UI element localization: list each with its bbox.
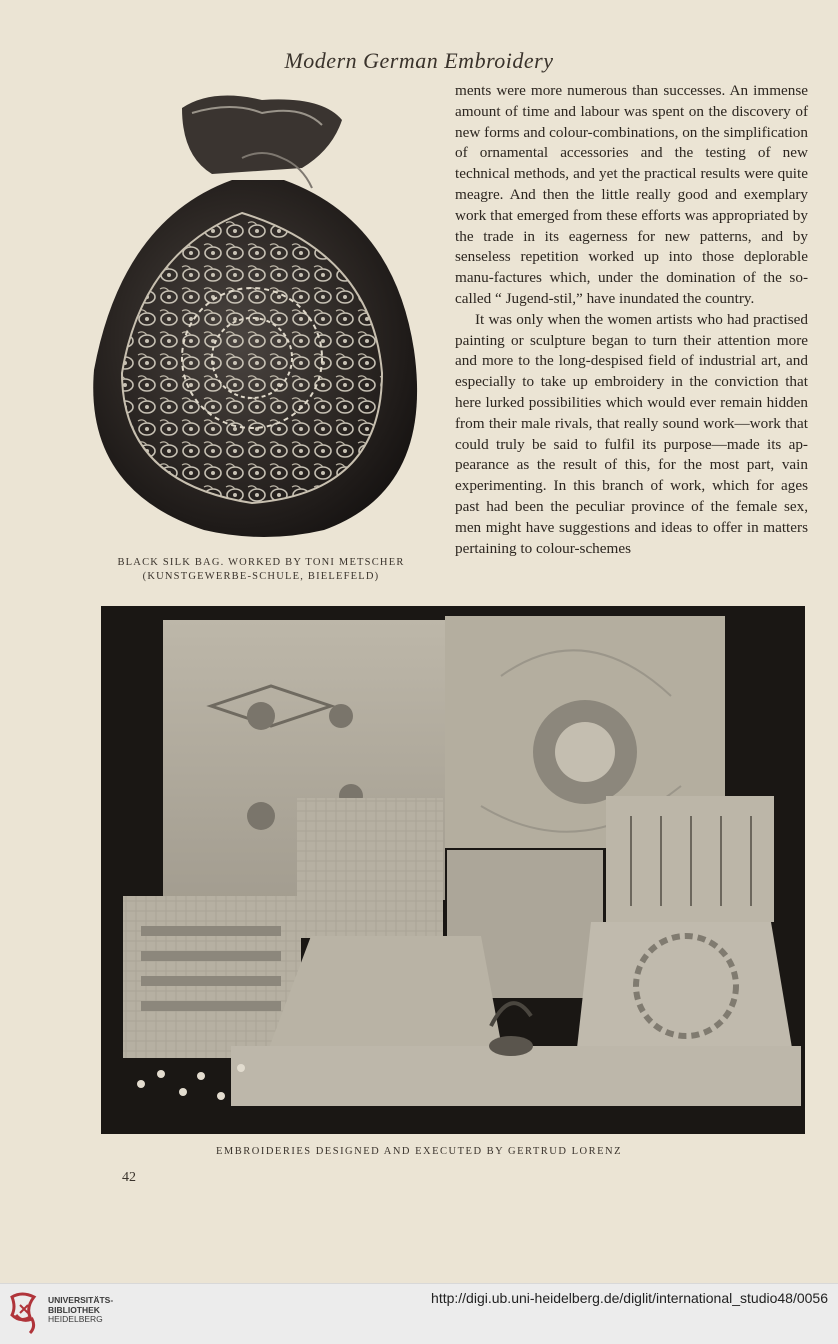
paragraph-1: ments were more numerous than successes. An immense amount of time and labour was spent on the discovery of new forms and colour-combinations, on the simplification of ornamental accessories and the testing of new technical methods, and yet the practical results were quite meagre. And then the little really good and exemplary work that emerged from these efforts was appropriated by the trade in its eagerness for new patterns, and by senseless repetition worked up into those deplorable manu-factures which, under the domination of the so-called “ Jugend-stil,” have inundated the country.	[455, 82, 808, 307]
body-text	[455, 81, 808, 559]
plate2-caption: EMBROIDERIES DESIGNED AND EXECUTED BY GERTRUD LORENZ	[216, 1146, 622, 1157]
embroideries-plate	[101, 606, 805, 1134]
bag-caption-line2: (KUNSTGEWERBE-SCHULE, BIELEFELD)	[142, 571, 380, 582]
running-head: Modern German Embroidery	[284, 48, 554, 73]
library-name-line3: HEIDELBERG	[48, 1314, 103, 1324]
bag-caption	[96, 556, 426, 584]
source-url-link[interactable]: http://digi.ub.uni-heidelberg.de/diglit/international_studio48/0056	[431, 1290, 828, 1306]
library-name-line2: BIBLIOTHEK	[48, 1304, 100, 1315]
ub-heidelberg-logo-icon[interactable]	[8, 1291, 42, 1335]
bag-caption-line1: BLACK SILK BAG. WORKED BY TONI METSCHER	[117, 557, 405, 568]
paragraph-2: It was only when the women artists who had practised painting or sculpture began to turn their attention more and more to the long-despised field of industrial art, and especially to take up embroidery in the conviction that here lurked possibilities which would ever remain hidden from their male rivals, that really sound work—work that could truly be said to fulfil its purpose—made its ap-pearance as the result of this, for the most part, vain experimenting. In this branch of work, which for ages past had been the peculiar province of the female sex, men might have suggestions and ideas to offer in matters pertaining to colour-schemes	[455, 310, 808, 557]
page-number: 42	[122, 1170, 136, 1185]
library-name-line1: UNIVERSITÄTS-	[48, 1295, 114, 1305]
library-name[interactable]	[48, 1296, 113, 1325]
black-silk-bag-illustration	[92, 88, 418, 542]
